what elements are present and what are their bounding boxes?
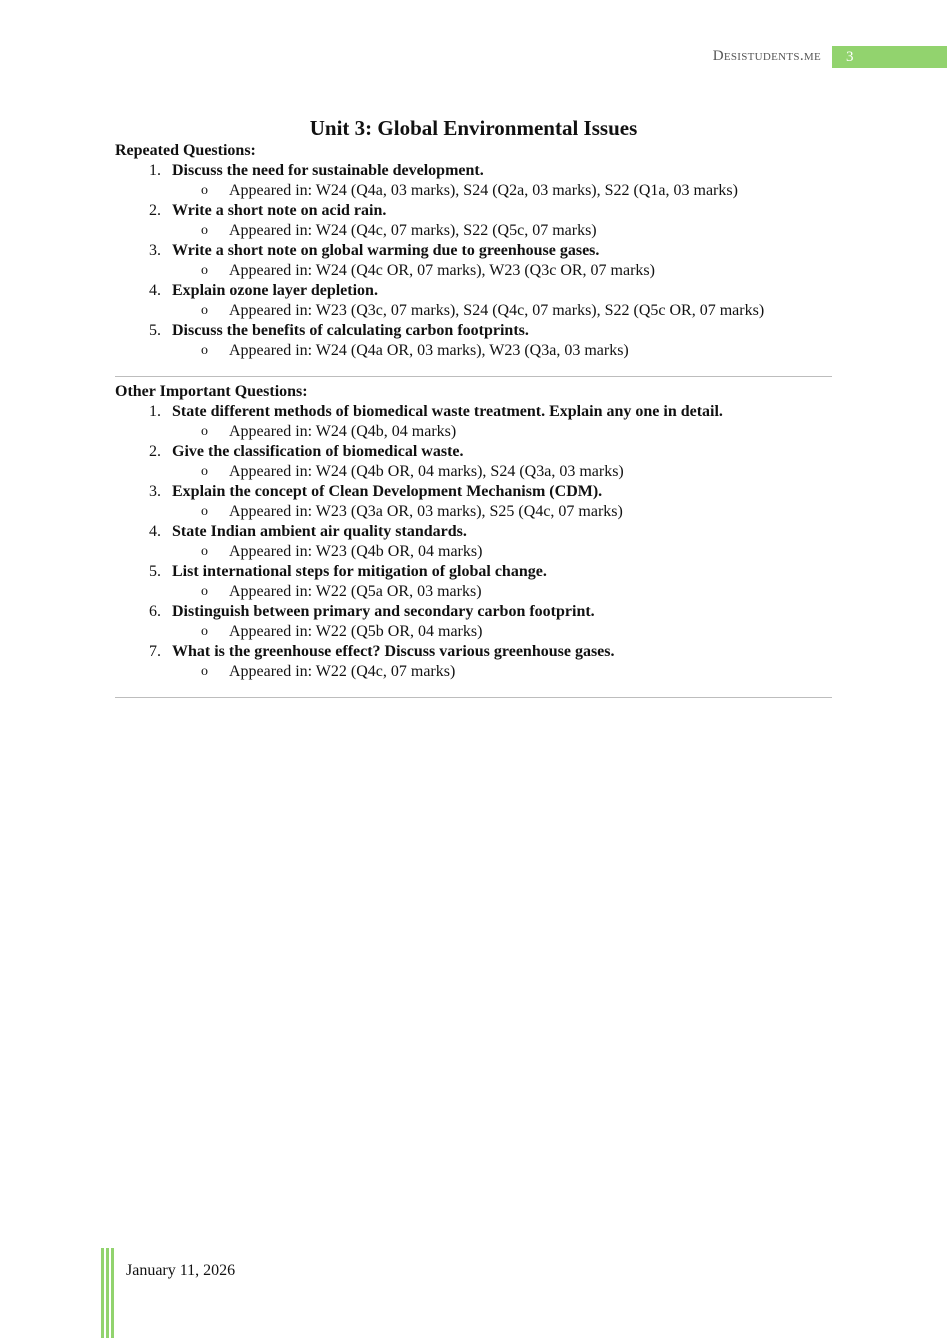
other-questions-heading: Other Important Questions: xyxy=(115,383,308,400)
appeared-in-text: Appeared in: W23 (Q3c, 07 marks), S24 (Q4c, 07 marks), S22 (Q5c OR, 07 marks) xyxy=(229,302,765,319)
footer-date: January 11, 2026 xyxy=(126,1262,236,1279)
section-divider xyxy=(115,697,832,698)
bullet-marker: o xyxy=(201,664,208,679)
question-text: What is the greenhouse effect? Discuss various greenhouse gases. xyxy=(172,643,615,660)
list-item xyxy=(115,562,832,602)
bullet-marker: o xyxy=(201,183,208,198)
footer-bar xyxy=(101,1248,104,1338)
repeated-questions-heading: Repeated Questions: xyxy=(115,142,256,159)
appeared-in-text: Appeared in: W22 (Q5a OR, 03 marks) xyxy=(229,583,482,600)
question-text: Give the classification of biomedical waste. xyxy=(172,443,464,460)
question-number: 7. xyxy=(149,643,161,660)
footer-bar xyxy=(111,1248,114,1338)
list-item xyxy=(115,482,832,522)
unit-title: Unit 3: Global Environmental Issues xyxy=(309,116,638,140)
question-number: 3. xyxy=(149,242,161,259)
question-number: 4. xyxy=(149,282,161,299)
list-item xyxy=(115,402,832,442)
appeared-in-text: Appeared in: W24 (Q4a, 03 marks), S24 (Q2a, 03 marks), S22 (Q1a, 03 marks) xyxy=(229,182,738,199)
bullet-marker: o xyxy=(201,343,208,358)
footer-bar xyxy=(106,1248,109,1338)
page-number-badge xyxy=(832,46,947,68)
repeated-questions-list xyxy=(115,161,832,361)
appeared-in-text: Appeared in: W22 (Q5b OR, 04 marks) xyxy=(229,623,483,640)
list-item xyxy=(115,201,832,241)
bullet-marker: o xyxy=(201,303,208,318)
question-number: 1. xyxy=(149,403,161,420)
bullet-marker: o xyxy=(201,424,208,439)
question-text: List international steps for mitigation of global change. xyxy=(172,563,547,580)
list-item xyxy=(115,161,832,201)
appeared-in-text: Appeared in: W24 (Q4b, 04 marks) xyxy=(229,423,457,440)
section-divider xyxy=(115,376,832,377)
appeared-in-text: Appeared in: W24 (Q4c, 07 marks), S22 (Q5c, 07 marks) xyxy=(229,222,597,239)
question-text: Write a short note on acid rain. xyxy=(172,202,387,219)
list-item xyxy=(115,602,832,642)
bullet-marker: o xyxy=(201,464,208,479)
bullet-marker: o xyxy=(201,223,208,238)
question-number: 4. xyxy=(149,523,161,540)
question-text: Write a short note on global warming due to greenhouse gases. xyxy=(172,242,600,259)
question-text: State Indian ambient air quality standards. xyxy=(172,523,467,540)
bullet-marker: o xyxy=(201,263,208,278)
appeared-in-text: Appeared in: W24 (Q4b OR, 04 marks), S24 (Q3a, 03 marks) xyxy=(229,463,624,480)
list-item xyxy=(115,642,832,682)
repeated-questions-section xyxy=(115,141,832,361)
question-number: 5. xyxy=(149,322,161,339)
bullet-marker: o xyxy=(201,544,208,559)
list-item xyxy=(115,442,832,482)
bullet-marker: o xyxy=(201,504,208,519)
footer-decorative-bars xyxy=(101,1248,115,1338)
question-text: Explain ozone layer depletion. xyxy=(172,282,378,299)
question-text: Explain the concept of Clean Development Mechanism (CDM). xyxy=(172,483,603,500)
page-number: 3 xyxy=(846,49,854,65)
question-text: State different methods of biomedical waste treatment. Explain any one in detail. xyxy=(172,403,723,420)
appeared-in-text: Appeared in: W24 (Q4a OR, 03 marks), W23 (Q3a, 03 marks) xyxy=(229,342,629,359)
question-number: 3. xyxy=(149,483,161,500)
question-number: 1. xyxy=(149,162,161,179)
other-questions-list xyxy=(115,402,832,682)
list-item xyxy=(115,241,832,281)
bullet-marker: o xyxy=(201,624,208,639)
header-site-name: Desistudents.me xyxy=(712,48,821,64)
question-text: Distinguish between primary and secondary carbon footprint. xyxy=(172,603,595,620)
question-text: Discuss the benefits of calculating carbon footprints. xyxy=(172,322,529,339)
appeared-in-text: Appeared in: W23 (Q4b OR, 04 marks) xyxy=(229,543,483,560)
list-item xyxy=(115,522,832,562)
appeared-in-text: Appeared in: W24 (Q4c OR, 07 marks), W23 (Q3c OR, 07 marks) xyxy=(229,262,655,279)
bullet-marker: o xyxy=(201,584,208,599)
question-text: Discuss the need for sustainable development. xyxy=(172,162,484,179)
list-item xyxy=(115,281,832,321)
appeared-in-text: Appeared in: W23 (Q3a OR, 03 marks), S25 (Q4c, 07 marks) xyxy=(229,503,623,520)
other-questions-section xyxy=(115,382,832,682)
question-number: 2. xyxy=(149,443,161,460)
question-number: 2. xyxy=(149,202,161,219)
appeared-in-text: Appeared in: W22 (Q4c, 07 marks) xyxy=(229,663,456,680)
question-number: 6. xyxy=(149,603,161,620)
question-number: 5. xyxy=(149,563,161,580)
list-item xyxy=(115,321,832,361)
